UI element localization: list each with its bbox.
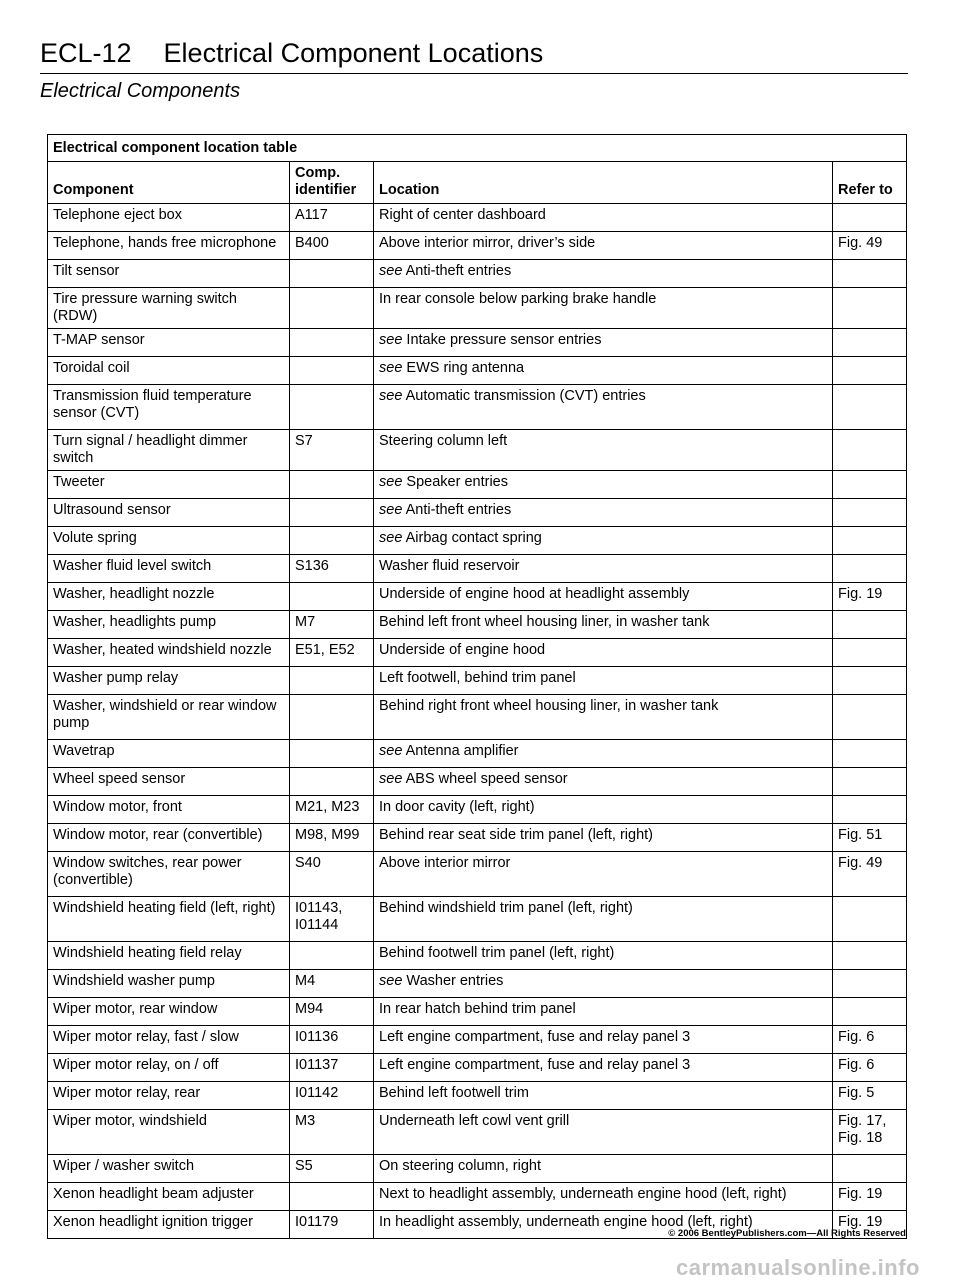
see-reference: see <box>379 771 403 787</box>
cell-location <box>374 667 833 695</box>
cell-location <box>374 1110 833 1155</box>
cell-identifier: S7 <box>290 430 374 471</box>
see-reference: see <box>379 263 403 279</box>
location-text: In rear console below parking brake handle <box>379 291 657 307</box>
cell-refer <box>833 260 907 288</box>
cell-refer <box>833 695 907 740</box>
table-row <box>48 695 907 740</box>
location-text: Behind left front wheel housing liner, in washer tank <box>379 614 710 630</box>
cell-identifier: I01179 <box>290 1211 374 1239</box>
cell-identifier <box>290 260 374 288</box>
location-text: Left engine compartment, fuse and relay panel 3 <box>379 1029 691 1045</box>
cell-refer <box>833 667 907 695</box>
cell-identifier <box>290 1183 374 1211</box>
location-text: Above interior mirror, driver’s side <box>379 235 596 251</box>
cell-refer <box>833 639 907 667</box>
cell-component: Wiper motor, windshield <box>48 1110 290 1155</box>
cell-refer: Fig. 49 <box>833 232 907 260</box>
cell-refer <box>833 555 907 583</box>
cell-component: Washer, windshield or rear window pump <box>48 695 290 740</box>
location-text: Underneath left cowl vent grill <box>379 1113 570 1129</box>
cell-identifier: A117 <box>290 204 374 232</box>
cell-refer: Fig. 19 <box>833 583 907 611</box>
table-row <box>48 430 907 471</box>
copyright-notice: © 2006 BentleyPublishers.com—All Rights Reserved <box>668 1228 906 1239</box>
cell-identifier <box>290 527 374 555</box>
cell-refer <box>833 611 907 639</box>
see-reference: see <box>379 973 403 989</box>
cell-location <box>374 527 833 555</box>
cell-component: Wiper motor relay, on / off <box>48 1054 290 1082</box>
cell-component: Window switches, rear power (convertible) <box>48 852 290 897</box>
cell-identifier <box>290 583 374 611</box>
table-row <box>48 1110 907 1155</box>
location-text: Behind footwell trim panel (left, right) <box>379 945 615 961</box>
table-row <box>48 555 907 583</box>
title-line <box>40 38 908 74</box>
cell-location <box>374 260 833 288</box>
table-row <box>48 288 907 329</box>
cell-location <box>374 1155 833 1183</box>
component-location-table <box>47 134 907 1239</box>
cell-refer: Fig. 17, Fig. 18 <box>833 1110 907 1155</box>
location-text: Right of center dashboard <box>379 207 546 223</box>
cell-identifier: S40 <box>290 852 374 897</box>
cell-refer <box>833 1155 907 1183</box>
cell-component: Washer fluid level switch <box>48 555 290 583</box>
cell-refer <box>833 204 907 232</box>
cell-component: Window motor, front <box>48 796 290 824</box>
cell-identifier: M7 <box>290 611 374 639</box>
table-row <box>48 1183 907 1211</box>
location-text: Behind left footwell trim <box>379 1085 529 1101</box>
column-header-identifier: Comp. identifier <box>290 162 374 204</box>
cell-location <box>374 471 833 499</box>
see-reference: see <box>379 332 403 348</box>
cell-component: Windshield heating field relay <box>48 942 290 970</box>
cell-location <box>374 583 833 611</box>
cell-identifier: I01142 <box>290 1082 374 1110</box>
cell-component: Wiper motor, rear window <box>48 998 290 1026</box>
cell-component: Xenon headlight beam adjuster <box>48 1183 290 1211</box>
cell-location <box>374 852 833 897</box>
cell-location <box>374 329 833 357</box>
table-row <box>48 998 907 1026</box>
watermark: carmanualsonline.info <box>676 1255 920 1280</box>
cell-location <box>374 1082 833 1110</box>
table-row <box>48 329 907 357</box>
cell-identifier: I01136 <box>290 1026 374 1054</box>
cell-component: T-MAP sensor <box>48 329 290 357</box>
cell-refer <box>833 998 907 1026</box>
cell-location <box>374 824 833 852</box>
cell-identifier: M4 <box>290 970 374 998</box>
location-text: Above interior mirror <box>379 855 511 871</box>
cell-refer: Fig. 19 <box>833 1211 907 1239</box>
see-reference: see <box>379 474 403 490</box>
cell-refer: Fig. 6 <box>833 1026 907 1054</box>
table-row <box>48 824 907 852</box>
cell-refer <box>833 768 907 796</box>
cell-identifier: S136 <box>290 555 374 583</box>
table-row <box>48 942 907 970</box>
see-reference: see <box>379 530 403 546</box>
table-caption: Electrical component location table <box>48 135 907 162</box>
see-reference: see <box>379 502 403 518</box>
cell-refer <box>833 471 907 499</box>
table-body <box>48 204 907 1239</box>
cell-location <box>374 1183 833 1211</box>
location-text: Anti-theft entries <box>405 263 512 279</box>
cell-refer <box>833 897 907 942</box>
table-row <box>48 740 907 768</box>
location-text: Speaker entries <box>406 474 508 490</box>
cell-identifier <box>290 695 374 740</box>
cell-identifier: B400 <box>290 232 374 260</box>
cell-component: Wheel speed sensor <box>48 768 290 796</box>
cell-component: Washer, headlight nozzle <box>48 583 290 611</box>
cell-location <box>374 555 833 583</box>
cell-component: Tire pressure warning switch (RDW) <box>48 288 290 329</box>
location-text: Left footwell, behind trim panel <box>379 670 576 686</box>
cell-location <box>374 796 833 824</box>
location-text: Behind right front wheel housing liner, in washer tank <box>379 698 719 714</box>
cell-location <box>374 357 833 385</box>
table-row <box>48 260 907 288</box>
cell-identifier: M21, M23 <box>290 796 374 824</box>
table-row <box>48 357 907 385</box>
cell-location <box>374 611 833 639</box>
cell-refer <box>833 357 907 385</box>
cell-component: Wiper / washer switch <box>48 1155 290 1183</box>
cell-identifier <box>290 942 374 970</box>
table-row <box>48 970 907 998</box>
location-text: Behind rear seat side trim panel (left, right) <box>379 827 654 843</box>
location-text: On steering column, right <box>379 1158 541 1174</box>
table-row <box>48 852 907 897</box>
cell-refer <box>833 796 907 824</box>
table-row <box>48 667 907 695</box>
table-row <box>48 1054 907 1082</box>
cell-identifier <box>290 667 374 695</box>
location-text: Anti-theft entries <box>405 502 512 518</box>
location-text: Washer fluid reservoir <box>379 558 520 574</box>
table-row <box>48 471 907 499</box>
table-row <box>48 768 907 796</box>
location-text: In door cavity (left, right) <box>379 799 535 815</box>
cell-component: Washer, heated windshield nozzle <box>48 639 290 667</box>
column-header-component: Component <box>48 162 290 204</box>
table-row <box>48 204 907 232</box>
cell-identifier <box>290 768 374 796</box>
cell-location <box>374 998 833 1026</box>
table-row <box>48 639 907 667</box>
see-reference: see <box>379 743 403 759</box>
table-row <box>48 1155 907 1183</box>
cell-identifier: E51, E52 <box>290 639 374 667</box>
cell-component: Windshield washer pump <box>48 970 290 998</box>
cell-identifier <box>290 740 374 768</box>
cell-identifier: S5 <box>290 1155 374 1183</box>
cell-component: Washer pump relay <box>48 667 290 695</box>
location-text: Washer entries <box>406 973 504 989</box>
cell-location <box>374 1026 833 1054</box>
cell-location <box>374 499 833 527</box>
section-code: ECL-12 <box>40 38 132 68</box>
cell-refer <box>833 942 907 970</box>
table-row <box>48 796 907 824</box>
column-header-location: Location <box>374 162 833 204</box>
cell-location <box>374 288 833 329</box>
cell-refer <box>833 430 907 471</box>
cell-component: Tweeter <box>48 471 290 499</box>
table-row <box>48 897 907 942</box>
cell-refer <box>833 385 907 430</box>
cell-location <box>374 897 833 942</box>
cell-identifier <box>290 385 374 430</box>
location-text: Airbag contact spring <box>405 530 542 546</box>
location-text: Automatic transmission (CVT) entries <box>405 388 646 404</box>
page-header <box>40 38 908 103</box>
cell-location <box>374 1054 833 1082</box>
table-row <box>48 232 907 260</box>
cell-component: Tilt sensor <box>48 260 290 288</box>
location-text: Behind windshield trim panel (left, right) <box>379 900 633 916</box>
cell-location <box>374 204 833 232</box>
cell-component: Washer, headlights pump <box>48 611 290 639</box>
location-text: Underside of engine hood at headlight assembly <box>379 586 690 602</box>
cell-refer <box>833 499 907 527</box>
cell-identifier <box>290 471 374 499</box>
cell-location <box>374 385 833 430</box>
table-row <box>48 1026 907 1054</box>
location-text: EWS ring antenna <box>406 360 525 376</box>
cell-component: Window motor, rear (convertible) <box>48 824 290 852</box>
cell-refer: Fig. 5 <box>833 1082 907 1110</box>
cell-refer: Fig. 51 <box>833 824 907 852</box>
table-row <box>48 385 907 430</box>
table-row <box>48 1082 907 1110</box>
table-row <box>48 583 907 611</box>
page-subtitle: Electrical Components <box>40 80 241 102</box>
cell-location <box>374 639 833 667</box>
cell-identifier <box>290 329 374 357</box>
cell-identifier <box>290 288 374 329</box>
cell-component: Xenon headlight ignition trigger <box>48 1211 290 1239</box>
location-text: Steering column left <box>379 433 508 449</box>
cell-refer <box>833 527 907 555</box>
cell-refer <box>833 740 907 768</box>
location-text: In rear hatch behind trim panel <box>379 1001 576 1017</box>
location-text: Next to headlight assembly, underneath engine hood (left, right) <box>379 1186 787 1202</box>
cell-component: Wiper motor relay, fast / slow <box>48 1026 290 1054</box>
cell-location <box>374 768 833 796</box>
page-title: Electrical Component Locations <box>163 38 544 68</box>
cell-location <box>374 430 833 471</box>
location-text: Underside of engine hood <box>379 642 546 658</box>
cell-identifier <box>290 499 374 527</box>
cell-component: Wiper motor relay, rear <box>48 1082 290 1110</box>
cell-identifier: M3 <box>290 1110 374 1155</box>
cell-location <box>374 232 833 260</box>
cell-refer: Fig. 6 <box>833 1054 907 1082</box>
location-text: Left engine compartment, fuse and relay panel 3 <box>379 1057 691 1073</box>
cell-component: Transmission fluid temperature sensor (CVT) <box>48 385 290 430</box>
cell-refer: Fig. 19 <box>833 1183 907 1211</box>
see-reference: see <box>379 360 403 376</box>
cell-component: Toroidal coil <box>48 357 290 385</box>
cell-refer <box>833 288 907 329</box>
cell-component: Wavetrap <box>48 740 290 768</box>
location-text: Intake pressure sensor entries <box>406 332 602 348</box>
cell-refer <box>833 970 907 998</box>
see-reference: see <box>379 388 403 404</box>
cell-location <box>374 970 833 998</box>
table-row <box>48 499 907 527</box>
cell-component: Telephone eject box <box>48 204 290 232</box>
cell-component: Ultrasound sensor <box>48 499 290 527</box>
cell-component: Turn signal / headlight dimmer switch <box>48 430 290 471</box>
table-row <box>48 527 907 555</box>
cell-refer: Fig. 49 <box>833 852 907 897</box>
table-row <box>48 611 907 639</box>
cell-location <box>374 942 833 970</box>
cell-identifier: M94 <box>290 998 374 1026</box>
cell-refer <box>833 329 907 357</box>
cell-identifier: I01137 <box>290 1054 374 1082</box>
cell-identifier <box>290 357 374 385</box>
cell-component: Windshield heating field (left, right) <box>48 897 290 942</box>
location-text: ABS wheel speed sensor <box>405 771 568 787</box>
cell-identifier: I01143, I01144 <box>290 897 374 942</box>
location-text: In headlight assembly, underneath engine hood (left, right) <box>379 1214 753 1230</box>
cell-identifier: M98, M99 <box>290 824 374 852</box>
cell-component: Volute spring <box>48 527 290 555</box>
cell-component: Telephone, hands free microphone <box>48 232 290 260</box>
cell-location <box>374 695 833 740</box>
cell-location <box>374 740 833 768</box>
location-text: Antenna amplifier <box>405 743 519 759</box>
column-header-refer: Refer to <box>833 162 907 204</box>
table-header-row <box>48 162 907 204</box>
